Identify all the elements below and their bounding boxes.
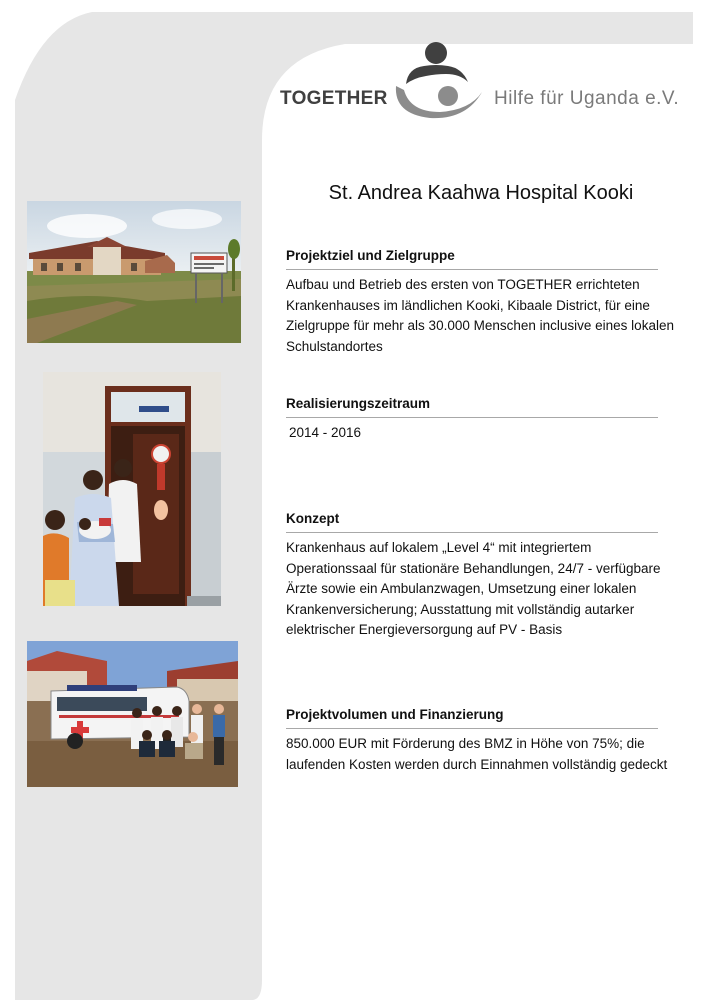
logo [280,40,690,122]
logo-left-text: TOGETHER [280,88,388,109]
page-title: St. Andrea Kaahwa Hospital Kooki [328,182,634,204]
mother-baby-photo [43,372,221,606]
section-heading-finanzierung: Projektvolumen und Finanzierung [286,707,658,729]
section-heading-konzept: Konzept [286,511,658,533]
section-heading-projektziel: Projektziel und Zielgruppe [286,248,658,270]
family-logo-icon [390,40,486,122]
section-body-zeitraum: 2014 - 2016 [289,425,362,440]
hospital-building-photo [27,201,241,343]
ambulance-photo [27,641,238,787]
section-body-finanzierung: 850.000 EUR mit Förderung des BMZ in Höhe von 75%; die laufenden Kosten werden durch Einnahmen vollständig gedeckt [286,736,668,772]
section-heading-zeitraum: Realisierungszeitraum [286,396,658,418]
section-body-konzept: Krankenhaus auf lokalem „Level 4“ mit integriertem Operationssaal für stationäre Behandlungen, 24/7 - verfügbare Ärzte sowie ein Ambulanzwagen, Umsetzung einer lokalen Krankenversicherung; Ausstattung mit vollständig autarker elektrischer Energieversorgung auf PV - Basis [286,540,661,637]
section-body-projektziel: Aufbau und Betrieb des ersten von TOGETHER errichteten Krankenhauses im ländlichen Kooki, Kibaale District, für eine Zielgruppe für mehr als 30.000 Menschen inclusive eines lokalen Schulstandortes [286,277,674,354]
logo-right-text: Hilfe für Uganda e.V. [494,88,680,109]
